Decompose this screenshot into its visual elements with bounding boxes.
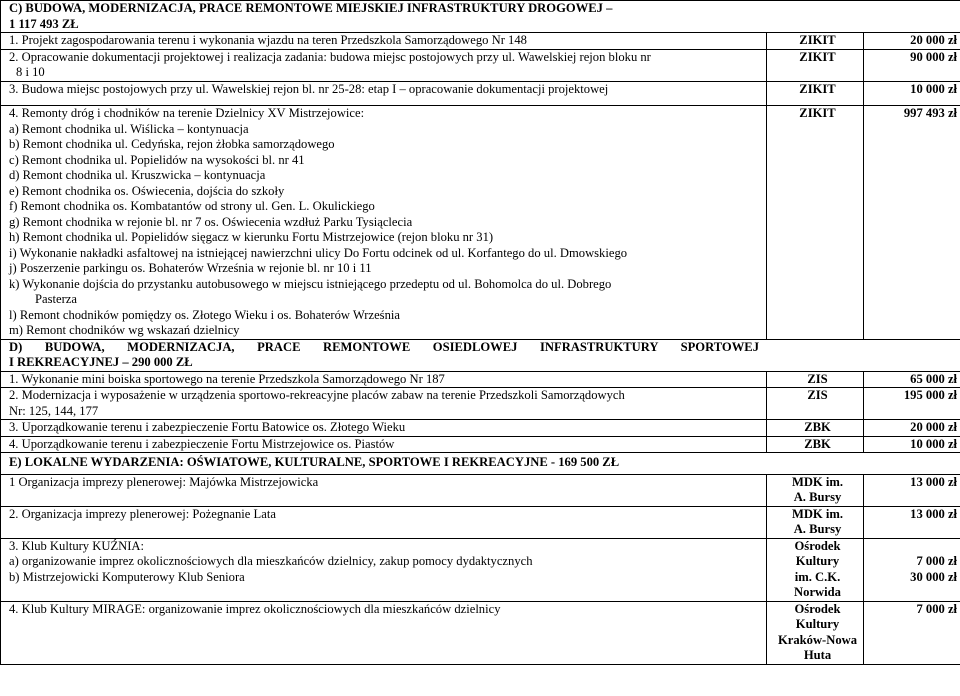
task-description — [1, 388, 767, 420]
task-description: 2. Organizacja imprezy plenerowej: Pożegnanie Lata — [1, 506, 767, 538]
task-description-line: 2. Opracowanie dokumentacji projektowej i realizacja zadania: budowa miejsc postojowych przy ul. Wawelskiej rejon bloku nr — [9, 49, 651, 64]
list-item: e) Remont chodnika os. Oświecenia, dojścia do szkoły — [9, 183, 285, 198]
task-amount: 90 000 zł — [864, 49, 960, 81]
list-item: j) Poszerzenie parkingu os. Bohaterów Września w rejonie bl. nr 10 i 11 — [9, 261, 372, 275]
task-organizer — [767, 506, 864, 538]
organizer-line: im. C.K. — [794, 569, 841, 584]
amount-line: 7 000 zł — [916, 554, 958, 568]
task-organizer: ZIS — [767, 388, 864, 420]
task-amount: 10 000 zł — [864, 81, 960, 106]
section-e-header-row — [1, 453, 960, 475]
table-row — [1, 436, 960, 453]
organizer-line: Ośrodek Kultury — [794, 601, 841, 631]
table-row — [1, 81, 960, 106]
list-item: b) Remont chodnika ul. Cedyńska, rejon żłobka samorządowego — [9, 137, 335, 151]
task-description-line: 3. Budowa miejsc postojowych przy ul. Wawelskiej rejon bl. nr 25-28: etap I – opracowanie dokumentacji projektowej — [9, 81, 609, 96]
table-row — [1, 106, 960, 340]
list-item: k) Wykonanie dojścia do przystanku autobusowego w miejscu istniejącego przedeptu od ul. Bohomolca do ul. Dobrego — [9, 276, 612, 291]
organizer-line: Ośrodek Kultury — [794, 538, 841, 568]
task-organizer: ZIKIT — [767, 81, 864, 106]
table-row — [1, 371, 960, 388]
list-item: m) Remont chodników wg wskazań dzielnicy — [9, 323, 240, 337]
task-organizer — [767, 601, 864, 664]
task-description-line: b) Mistrzejowicki Komputerowy Klub Seniora — [9, 569, 245, 584]
section-d-header-row — [1, 339, 960, 371]
task-amount: 7 000 zł — [864, 601, 960, 664]
list-item-continuation: Pasterza — [35, 292, 77, 306]
task-organizer: ZIKIT — [767, 33, 864, 50]
task-intro: 4. Remonty dróg i chodników na terenie Dzielnicy XV Mistrzejowice: — [9, 106, 365, 120]
task-organizer: ZIKIT — [767, 106, 864, 340]
task-amount: 20 000 zł — [864, 33, 960, 50]
task-description-line: 2. Modernizacja i wyposażenie w urządzenia sportowo-rekreacyjne placów zabaw na terenie Przedszkoli Samorządowych — [9, 388, 625, 402]
organizer-line: MDK im. — [791, 506, 844, 521]
task-organizer: ZIS — [767, 371, 864, 388]
task-amount: 20 000 zł — [864, 420, 960, 437]
task-description: 3. Uporządkowanie terenu i zabezpieczenie Fortu Batowice os. Złotego Wieku — [1, 420, 767, 437]
table-row — [1, 420, 960, 437]
task-organizer: ZBK — [767, 420, 864, 437]
task-description: 4. Klub Kultury MIRAGE: organizowanie imprez okolicznościowych dla mieszkańców dzielnicy — [1, 601, 767, 664]
task-description — [1, 538, 767, 601]
list-item: d) Remont chodnika ul. Kruszwicka – kontynuacja — [9, 168, 266, 182]
list-item: h) Remont chodnika ul. Popielidów sięgacz w kierunku Fortu Mistrzejowice (rejon bloku nr 31) — [9, 230, 494, 244]
organizer-line: Norwida — [794, 585, 841, 599]
task-amount: 65 000 zł — [864, 371, 960, 388]
task-amount — [864, 538, 960, 601]
table-row — [1, 601, 960, 664]
task-description-line: 8 i 10 — [16, 65, 45, 79]
task-amount: 13 000 zł — [864, 474, 960, 506]
table-row — [1, 49, 960, 81]
list-item: g) Remont chodnika w rejonie bl. nr 7 os. Oświecenia wzdłuż Parku Tysiąclecia — [9, 214, 413, 229]
section-e-header: E) LOKALNE WYDARZENIA: OŚWIATOWE, KULTURALNE, SPORTOWE I REKREACYJNE - 169 500 ZŁ — [1, 453, 960, 475]
task-description-line: Nr: 125, 144, 177 — [9, 403, 99, 418]
table-row — [1, 506, 960, 538]
task-organizer — [767, 538, 864, 601]
spacer-line — [872, 539, 957, 555]
list-item: i) Wykonanie nakładki asfaltowej na istniejącej nawierzchni ulicy Do Fortu odcinek od ul. Korfantego do ul. Dmowskiego — [9, 245, 628, 260]
task-description-line: 3. Klub Kultury KUŹNIA: — [9, 538, 145, 553]
section-c-header-row — [1, 1, 960, 33]
section-d-total: I REKREACYJNEJ – 290 000 ZŁ — [9, 355, 193, 369]
section-d-header — [1, 339, 960, 371]
task-description — [1, 106, 767, 340]
list-item: c) Remont chodnika ul. Popielidów na wysokości bl. nr 41 — [9, 152, 305, 167]
organizer-line: Huta — [803, 648, 832, 662]
table-row — [1, 538, 960, 601]
table-row — [1, 388, 960, 420]
organizer-line: Kraków-Nowa — [777, 632, 858, 647]
section-d-title: D) BUDOWA, MODERNIZACJA, PRACE REMONTOWE OSIEDLOWEJ INFRASTRUKTURY SPORTOWEJ — [9, 339, 759, 354]
list-item: f) Remont chodnika os. Kombatantów od strony ul. Gen. L. Okulickiego — [9, 199, 375, 213]
task-amount: 997 493 zł — [864, 106, 960, 340]
task-description-line: 4. Uporządkowanie terenu i zabezpieczenie Fortu Mistrzejowice os. Piastów — [9, 436, 395, 451]
cell-spacer — [9, 97, 763, 105]
section-c-title: C) BUDOWA, MODERNIZACJA, PRACE REMONTOWE MIEJSKIEJ INFRASTRUKTURY DROGOWEJ – — [9, 1, 613, 15]
task-organizer: ZBK — [767, 436, 864, 453]
task-amount: 13 000 zł — [864, 506, 960, 538]
task-description — [1, 436, 767, 453]
task-organizer: ZIKIT — [767, 49, 864, 81]
list-item: l) Remont chodników pomiędzy os. Złotego Wieku i os. Bohaterów Września — [9, 307, 400, 322]
table-row — [1, 474, 960, 506]
list-item: a) Remont chodnika ul. Wiślicka – kontynuacja — [9, 121, 249, 136]
task-description: 1. Projekt zagospodarowania terenu i wykonania wjazdu na teren Przedszkola Samorządowego Nr 148 — [1, 33, 767, 50]
task-description-line: a) organizowanie imprez okolicznościowych dla mieszkańców dzielnicy, zakup pomocy dydaktycznych — [9, 554, 533, 568]
task-amount: 195 000 zł — [864, 388, 960, 420]
organizer-line: A. Bursy — [793, 490, 842, 504]
task-amount: 10 000 zł — [864, 436, 960, 453]
task-description: 1 Organizacja imprezy plenerowej: Majówka Mistrzejowicka — [1, 474, 767, 506]
section-c-header — [1, 1, 960, 33]
task-description — [1, 81, 767, 106]
organizer-line: MDK im. — [791, 474, 844, 489]
organizer-line: A. Bursy — [793, 522, 842, 536]
task-organizer — [767, 474, 864, 506]
table-row — [1, 33, 960, 50]
task-description: 1. Wykonanie mini boiska sportowego na terenie Przedszkola Samorządowego Nr 187 — [1, 371, 767, 388]
task-description — [1, 49, 767, 81]
section-c-total: 1 117 493 ZŁ — [9, 16, 79, 31]
amount-line: 30 000 zł — [910, 569, 958, 584]
